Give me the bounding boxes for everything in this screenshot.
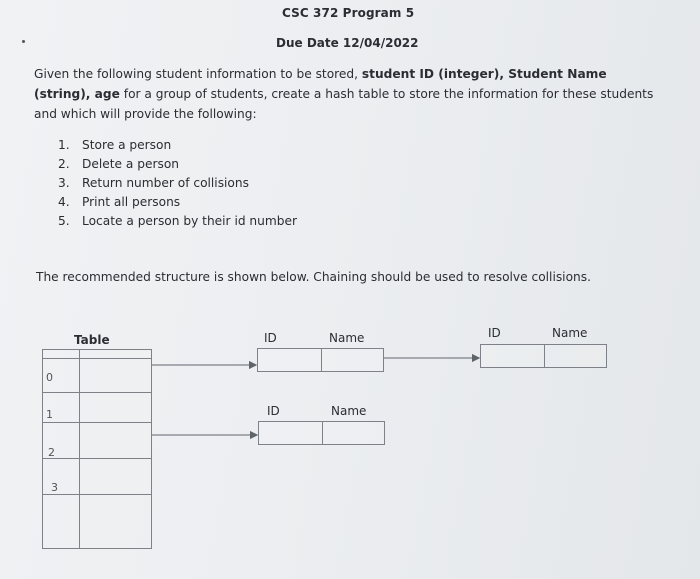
intro-text-2: for a group of students, create a hash table to store the information for these students and which will provide the following: [34, 87, 654, 121]
node2-id-label: ID [267, 404, 280, 418]
list-item: 4. Print all persons [58, 195, 181, 209]
table-label: Table [74, 333, 110, 347]
node2-name-label: Name [331, 404, 367, 418]
list-item: 3. Return number of collisions [58, 176, 249, 190]
table-index-3: 3 [51, 481, 58, 494]
table-index-1: 1 [46, 408, 53, 421]
intro-bold-fields: student ID (integer), Student Name (string), age [34, 67, 607, 101]
due-date: Due Date 12/04/2022 [276, 36, 419, 50]
table-index-2: 2 [48, 446, 55, 459]
list-item: 5. Locate a person by their id number [58, 214, 298, 228]
node1-name-label: Name [329, 331, 365, 345]
list-item: 2. Delete a person [58, 157, 180, 171]
node3-id-label: ID [488, 326, 501, 340]
intro-text-1: Given the following student information to be stored, [34, 67, 362, 81]
recommendation-text: The recommended structure is shown below. Chaining should be used to resolve collisions. [36, 270, 591, 284]
table-index-0: 0 [46, 371, 53, 384]
node3-name-label: Name [552, 326, 588, 340]
list-item: 1. Store a person [58, 138, 172, 152]
page-title: CSC 372 Program 5 [282, 6, 415, 20]
node1-id-label: ID [264, 331, 277, 345]
